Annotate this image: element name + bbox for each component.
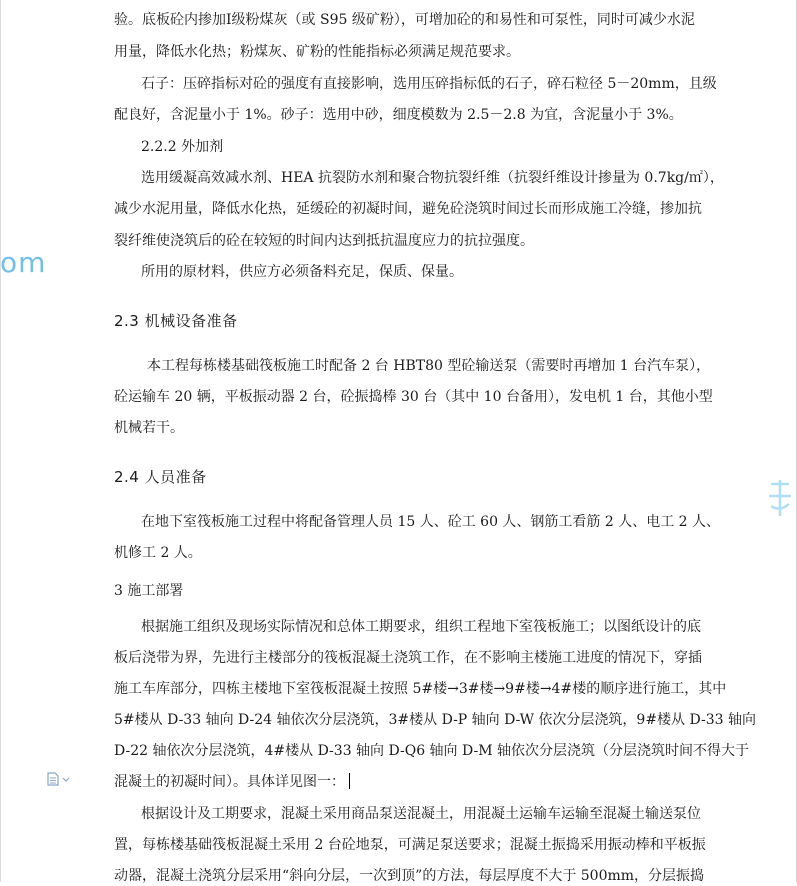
paragraph-line: 根据施工组织及现场实际情况和总体工期要求，组织工程地下室筏板施工；以图纸设计的底 bbox=[141, 619, 701, 635]
paragraph-line: 砼运输车 20 辆，平板振动器 2 台，砼振捣棒 30 台（其中 10 台备用），发电机 1 台，其他小型 bbox=[114, 389, 713, 405]
paragraph-line: 本工程每栋楼基础筏板施工时配备 2 台 HBT80 型砼输送泵（需要时再增加 1 台汽车泵）， bbox=[147, 358, 711, 374]
paragraph-line: 机修工 2 人。 bbox=[114, 545, 202, 561]
page-left-edge bbox=[0, 0, 1, 882]
paragraph-line: 减少水泥用量，降低水化热，延缓砼的初凝时间，避免砼浇筑时间过长而形成施工冷缝，掺加抗 bbox=[114, 201, 702, 217]
paragraph-line-text: 混凝土的初凝时间）。具体详见图一： bbox=[114, 774, 345, 790]
paragraph-line: 施工车库部分，四栋主楼地下室筏板混凝土按照 5#楼→3#楼→9#楼→4#楼的顺序进行施工，其中 bbox=[114, 681, 727, 697]
paragraph-line: 在地下室筏板施工过程中将配备管理人员 15 人、砼工 60 人、钢筋工看筋 2 人、电工 2 人、 bbox=[141, 514, 721, 530]
section-heading-2-3: 2.3 机械设备准备 bbox=[114, 312, 238, 330]
watermark-text: om bbox=[0, 246, 47, 279]
paragraph-line: 所用的原材料，供应方必须备料充足，保质、保量。 bbox=[141, 264, 463, 280]
section-heading-2-4: 2.4 人员准备 bbox=[114, 468, 207, 486]
paragraph-line: 用量，降低水化热；粉煤灰、矿粉的性能指标必须满足规范要求。 bbox=[114, 44, 520, 60]
paragraph-line: 动器，混凝土浇筑分层采用“斜向分层，一次到顶”的方法，每层厚度不大于 500mm，分层振捣 bbox=[114, 868, 705, 884]
paragraph-line: D-22 轴依次分层浇筑，4#楼从 D-33 轴向 D-Q6 轴向 D-M 轴依次分层浇筑（分层浇筑时间不得大于 bbox=[114, 743, 749, 759]
watermark-glyph-icon bbox=[765, 478, 795, 518]
paragraph-line: 置，每栋楼基础筏板混凝土采用 2 台砼地泵，可满足泵送要求；混凝土振捣采用振动棒和平板振 bbox=[114, 837, 706, 853]
paragraph-line: 石子：压碎指标对砼的强度有直接影响，选用压碎指标低的石子，碎石粒径 5－20mm，且级 bbox=[141, 76, 717, 92]
paragraph-line: 机械若干。 bbox=[114, 420, 184, 436]
paragraph-line: 验。底板砼内掺加Ⅰ级粉煤灰（或 S95 级矿粉），可增加砼的和易性和可泵性，同时可减少水泥 bbox=[114, 12, 695, 28]
section-heading-3: 3 施工部署 bbox=[114, 583, 184, 599]
paragraph-line: 板后浇带为界，先进行主楼部分的筏板混凝土浇筑工作，在不影响主楼施工进度的情况下，穿插 bbox=[114, 650, 702, 666]
paragraph-line: 5#楼从 D-33 轴向 D-24 轴依次分层浇筑，3#楼从 D-P 轴向 D-W 依次分层浇筑，9#楼从 D-33 轴向 bbox=[114, 712, 756, 728]
text-cursor bbox=[349, 773, 350, 789]
subsection-heading: 2.2.2 外加剂 bbox=[141, 139, 224, 155]
paragraph-line: 配良好，含泥量小于 1%。砂子：选用中砂，细度模数为 2.5－2.8 为宜，含泥量小于 3%。 bbox=[114, 107, 683, 123]
paragraph-line: 根据设计及工期要求，混凝土采用商品泵送混凝土，用混凝土运输车运输至混凝土输送泵位 bbox=[141, 806, 701, 822]
document-icon[interactable] bbox=[46, 772, 70, 786]
paragraph-line-with-cursor[interactable] bbox=[114, 772, 704, 792]
paragraph-line: 裂纤维使浇筑后的砼在较短的时间内达到抵抗温度应力的抗拉强度。 bbox=[114, 233, 534, 249]
paragraph-line: 选用缓凝高效减水剂、HEA 抗裂防水剂和聚合物抗裂纤维（抗裂纤维设计掺量为 0.7kg/㎡）， bbox=[141, 170, 724, 186]
